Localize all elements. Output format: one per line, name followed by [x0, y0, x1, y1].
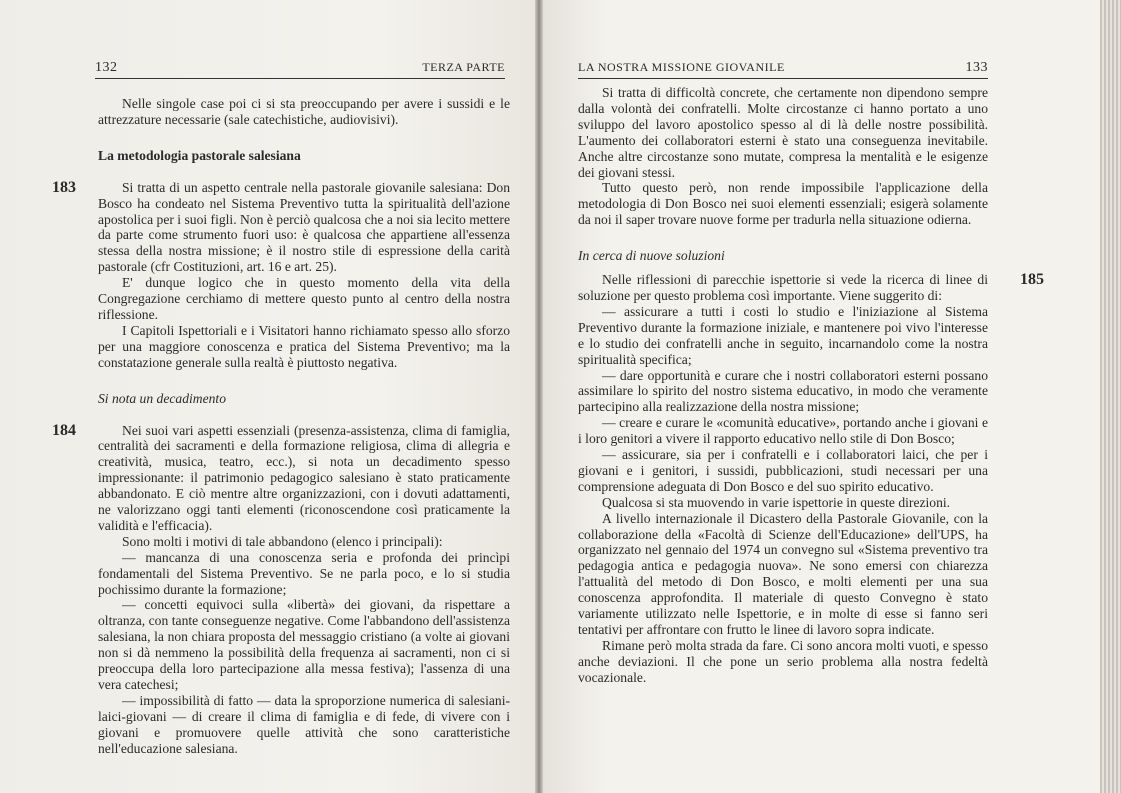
numbered-paragraph-183	[52, 178, 510, 275]
paragraph: Nei suoi vari aspetti essenziali (presenza-assistenza, clima di famiglia, centralità dei sacramenti e della formazione religiosa, clima di allegria e creatività, musica, teatro, ecc.), si nota un decadimento spesso impressionante: il patrimonio pedagogico salesiano è stato praticamente abbandonato. E ciò mentre altre organizzazioni, con i dovuti adattamenti, ne valorizzano oggi tanti elementi (riconoscendone così praticamente la validità e l'efficacia).	[98, 422, 510, 533]
paragraph: Si tratta di difficoltà concrete, che certamente non dipendono sempre dalla volontà dei confratelli. Molte circostanze ci hanno portato a uno sviluppo del lavoro apostolico spesso al di là delle nostre possibilità. L'aumento dei collaboratori esterni è stato una conseguenza inevitabile. Anche altre circostanze sono mutate, compresa la mentalità e le esigenze dei giovani stessi.	[578, 85, 988, 180]
list-item: — creare e curare le «comunità educative», portando anche i giovani e i loro genitori a vivere il rapporto educativo nello stile di Don Bosco;	[578, 415, 988, 447]
right-page-number: 133	[965, 60, 988, 75]
right-running-title: LA NOSTRA MISSIONE GIOVANILE	[578, 60, 785, 74]
right-text-column	[578, 85, 1044, 686]
list-item: — concetti equivoci sulla «libertà» dei giovani, da rispettare a oltranza, con tante conseguenze negative. Come l'abbandono dell'assistenza salesiana, la non chiara proposta del messaggio cristiano (a volte ai giovani non si dà nemmeno la possibilità della frequenza ai sacramenti, non ci si preoccupa della loro partecipazione alla messa festiva); l'assenza di una vera catechesi;	[98, 597, 510, 692]
left-running-title: TERZA PARTE	[422, 60, 505, 74]
list-item: — impossibilità di fatto — data la sproporzione numerica di salesiani-laici-giovani — di creare il clima di famiglia e di fede, di vivere con i giovani e promuovere quelle attività che sono caratteristiche nell'educazione salesiana.	[98, 692, 510, 756]
paragraph: E' dunque logico che in questo momento della vita della Congregazione cerchiamo di mettere questo punto al centro della nostra riflessione.	[98, 275, 510, 322]
paragraph: Nelle riflessioni di parecchie ispettorie si vede la ricerca di linee di soluzione per questo problema così importante. Viene suggerito di:	[578, 272, 988, 303]
paragraph: I Capitoli Ispettoriali e i Visitatori hanno richiamato spesso allo sforzo per una maggiore conoscenza e pratica del Sistema Preventivo; ma la constatazione generale sulla realtà è piuttosto negativa.	[98, 322, 510, 370]
paragraph-number: 185	[1020, 271, 1044, 289]
left-running-head	[95, 60, 505, 79]
paragraph: Qualcosa si sta muovendo in varie ispettorie in queste direzioni.	[602, 494, 951, 510]
right-running-head	[578, 60, 988, 79]
paragraph: Sono molti i motivi di tale abbandono (elenco i principali):	[122, 533, 443, 549]
list-item: — assicurare, sia per i confratelli e i collaboratori laici, che per i giovani e i genitori, i sussidi, pubblicazioni, studi necessari per una comprensione adeguata di Don Bosco e del suo spirito educativo.	[578, 447, 988, 494]
section-heading: La metodologia pastorale salesiana	[98, 147, 301, 163]
paragraph: Nelle singole case poi ci si sta preoccupando per avere i sussidi e le attrezzature necessarie (sale catechistiche, audiovisivi).	[98, 96, 510, 127]
left-page-number: 132	[95, 60, 118, 75]
section-heading: In cerca di nuove soluzioni	[578, 248, 725, 264]
list-item: — dare opportunità e curare che i nostri collaboratori esterni possano assimilare lo spirito del nostro sistema educativo, in modo che veramente partecipino alla realizzazione della nostra missione;	[578, 367, 988, 415]
numbered-paragraph-184	[52, 421, 510, 534]
list-item: — mancanza di una conoscenza seria e profonda dei princìpi fondamentali del Sistema Preventivo. Se ne parla poco, e lo si studia pochissimo durante la formazione;	[98, 549, 510, 597]
paragraph: Rimane però molta strada da fare. Ci sono ancora molti vuoti, e spesso anche deviazioni. Il che pone un serio problema alla nostra fedeltà vocazionale.	[578, 637, 988, 685]
paragraph-number: 184	[52, 421, 76, 439]
book-gutter	[535, 0, 543, 793]
paragraph: Tutto questo però, non rende impossibile l'applicazione della metodologia di Don Bosco nei suoi elementi essenziali; esigerà solamente da noi il saper trovare nuove forme per tradurla nella situazione odierna.	[578, 180, 988, 228]
left-text-column	[52, 96, 510, 757]
list-item: — assicurare a tutti i costi lo studio e l'iniziazione al Sistema Preventivo durante la formazione iniziale, e mantenere poi vivo l'interesse e lo studio dei confratelli anche in seguito, incarnandolo come la nostra spiritualità specifica;	[578, 303, 988, 367]
numbered-paragraph-185	[578, 271, 1044, 304]
right-head-rule	[578, 78, 988, 79]
paragraph: A livello internazionale il Dicastero della Pastorale Giovanile, con la collaborazione della «Facoltà di Scienze dell'Educazione» dell'UPS, ha organizzato nel gennaio del 1974 un convegno sul «Sistema preventivo tra pedagogia antica e pedagogia nuova». Ne sono emersi con chiarezza l'attualità del metodo di Don Bosco, e molti elementi per una sua conoscenza approfondita. Il materiale di questo Convegno è stato variamente utilizzato nelle Ispettorie, e in molte di esse si fanno seri tentativi per affrontare con frutto le linee di lavoro sopra indicate.	[578, 510, 988, 637]
left-head-rule	[95, 78, 505, 79]
paragraph-number: 183	[52, 178, 76, 196]
section-heading: Si nota un decadimento	[98, 390, 226, 406]
page-edges	[1100, 0, 1121, 793]
paragraph: Si tratta di un aspetto centrale nella pastorale giovanile salesiana: Don Bosco ha condeato nel Sistema Preventivo tutta la spiritualità dell'azione apostolica per i suoi figli. Non è perciò qualcosa che a noi sia lecito mettere da parte come strumento fuori uso: è qualcosa che appartiene all'essenza stessa della nostra missione; è il nostro stile di espressione della carità pastorale (cfr Costituzioni, art. 16 e art. 25).	[98, 179, 510, 275]
